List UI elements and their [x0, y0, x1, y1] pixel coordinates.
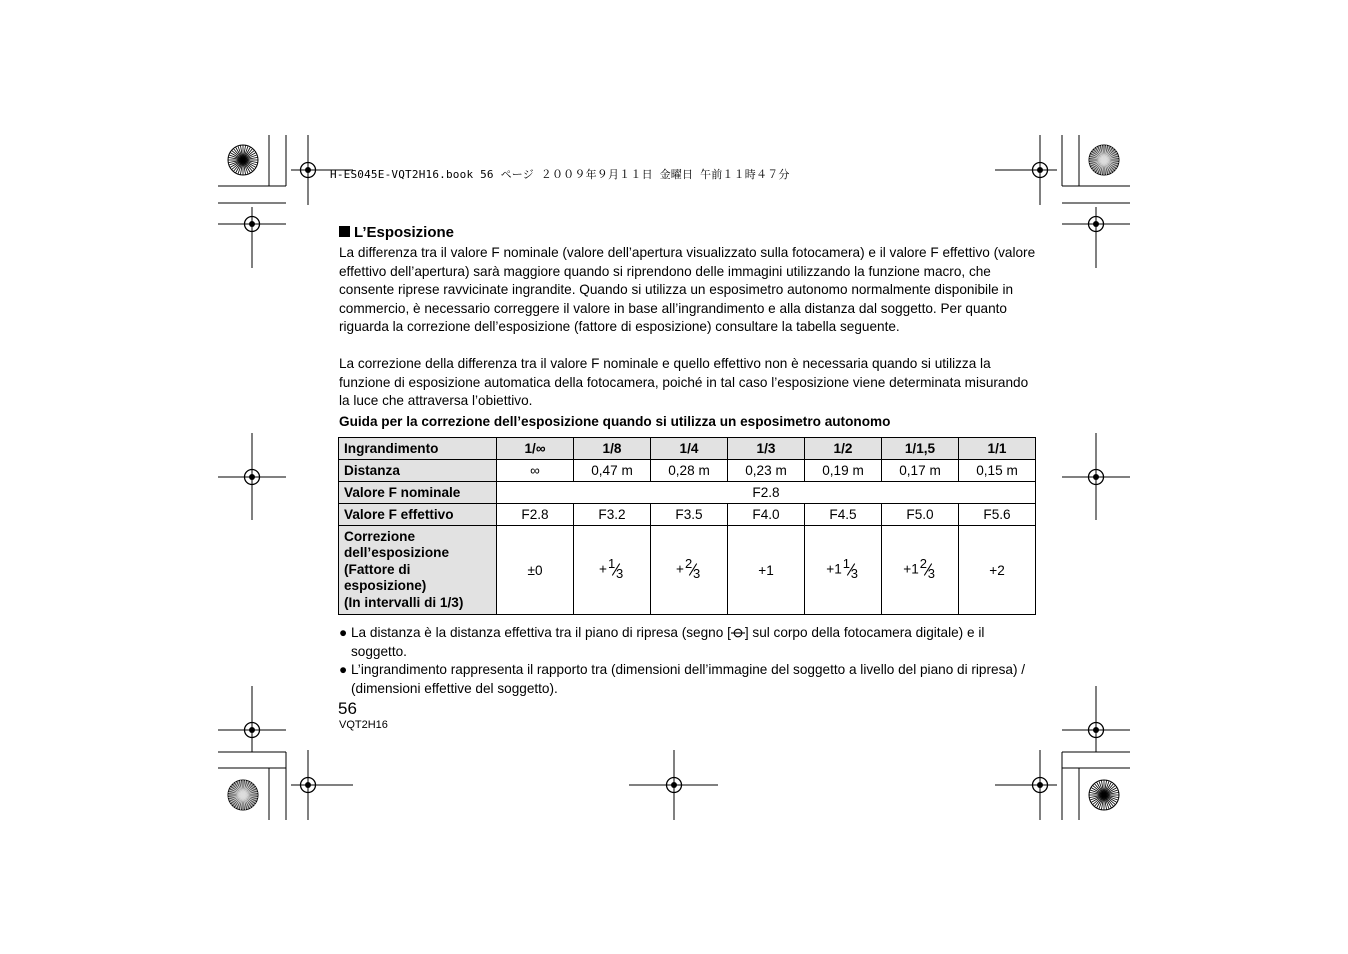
- correction-prefix: +: [676, 561, 684, 577]
- correction-prefix: +1: [903, 561, 919, 577]
- table-title: Guida per la correzione dell’esposizione quando si utilizza un esposimetro autonomo: [339, 414, 891, 429]
- effective-f-row: [339, 504, 1036, 526]
- fraction-denominator: 3: [692, 566, 701, 581]
- model-code: VQT2H16: [339, 719, 388, 731]
- correction-prefix: +1: [826, 561, 842, 577]
- distance-cell: 0,15 m: [959, 460, 1036, 482]
- magnification-cell: 1/2: [805, 438, 882, 460]
- row-header-magnification: Ingrandimento: [339, 438, 497, 460]
- fraction-denominator: 3: [615, 566, 624, 581]
- note-item: [339, 624, 1039, 661]
- correction-cell: [574, 526, 651, 615]
- row-header-effective-f: Valore F effettivo: [339, 504, 497, 526]
- correction-fraction: [919, 556, 937, 581]
- effective-f-cell: F5.6: [959, 504, 1036, 526]
- row-header-correction-line: dell’esposizione: [344, 545, 449, 561]
- magnification-cell: 1/∞: [497, 438, 574, 460]
- row-header-correction-line: esposizione): [344, 578, 427, 594]
- effective-f-cell: F5.0: [882, 504, 959, 526]
- magnification-cell: 1/3: [728, 438, 805, 460]
- row-header-correction: [339, 526, 497, 615]
- magnification-cell: 1/1,5: [882, 438, 959, 460]
- fraction-numerator: 2: [684, 556, 693, 571]
- correction-fraction: [607, 556, 625, 581]
- section-title-text: L’Esposizione: [354, 224, 455, 241]
- correction-fraction: [842, 556, 860, 581]
- correction-row: [339, 526, 1036, 615]
- section-title: [339, 224, 454, 241]
- magnification-cell: 1/8: [574, 438, 651, 460]
- note-item: [339, 661, 1039, 698]
- correction-prefix: ±0: [527, 562, 543, 578]
- correction-prefix: +: [599, 561, 607, 577]
- page-number: 56: [338, 699, 357, 718]
- distance-cell: 0,19 m: [805, 460, 882, 482]
- intro-paragraph: La differenza tra il valore F nominale (valore dell’apertura visualizzato sulla fotocamera) e il valore F effettivo (valore effettivo dell’apertura) sarà maggiore quando si riprendono delle immagini utilizzando la funzione macro, che consente riprese ravvicinate ingrandite. Quando si utilizza un esposimetro autonomo normalmente disponibile in commercio, è necessario correggere il valore in base all’ingrandimento e alla distanza dal soggetto. Per quanto riguarda la correzione dell’esposizione (fattore di esposizione) consultare la tabella seguente.: [339, 245, 1036, 334]
- nominal-f-cell: F2.8: [497, 482, 1036, 504]
- row-header-correction-line: (Fattore di: [344, 561, 411, 577]
- distance-cell: 0,23 m: [728, 460, 805, 482]
- notes-list: [339, 624, 1039, 698]
- starburst-target-icon: [228, 145, 258, 175]
- effective-f-cell: F4.0: [728, 504, 805, 526]
- row-header-correction-line: Correzione: [344, 528, 416, 544]
- correction-cell: [651, 526, 728, 615]
- correction-prefix: +2: [989, 562, 1005, 578]
- effective-f-cell: F3.2: [574, 504, 651, 526]
- row-header-correction-line: (In intervalli di 1/3): [344, 594, 464, 610]
- correction-cell: [497, 526, 574, 615]
- magnification-cell: 1/1: [959, 438, 1036, 460]
- row-header-nominal-f: Valore F nominale: [339, 482, 497, 504]
- effective-f-cell: F2.8: [497, 504, 574, 526]
- fraction-denominator: 3: [850, 566, 858, 581]
- correction-prefix: +1: [758, 562, 774, 578]
- correction-cell: [728, 526, 805, 615]
- auto-exposure-paragraph: La correzione della differenza tra il valore F nominale e quello effettivo non è necessaria quando si utilizza la funzione di esposizione automatica della fotocamera, poiché in tal caso l’esposizione viene determinata misurando la luce che attraversa l’obiettivo.: [339, 356, 1029, 408]
- effective-f-cell: F3.5: [651, 504, 728, 526]
- fraction-numerator: 1: [842, 556, 850, 571]
- correction-cell: [882, 526, 959, 615]
- distance-cell: 0,17 m: [882, 460, 959, 482]
- fraction-denominator: 3: [927, 566, 935, 581]
- bullet-dot-icon: ●: [339, 625, 348, 640]
- print-file-header: H-ES045E-VQT2H16.book 56 ページ ２００９年９月１１日 金曜日 午前１１時４７分: [330, 168, 790, 181]
- fraction-numerator: 2: [919, 556, 927, 571]
- effective-f-cell: F4.5: [805, 504, 882, 526]
- focal-plane-mark-icon: [731, 628, 745, 638]
- square-bullet-icon: [339, 226, 350, 237]
- note-text: L’ingrandimento rappresenta il rapporto tra (dimensioni dell’immagine del soggetto a livello del piano di ripresa) / (dimensioni effettive del soggetto).: [351, 662, 1026, 696]
- distance-cell: 0,28 m: [651, 460, 728, 482]
- correction-cell: [959, 526, 1036, 615]
- magnification-row: [339, 438, 1036, 460]
- magnification-cell: 1/4: [651, 438, 728, 460]
- row-header-distance: Distanza: [339, 460, 497, 482]
- nominal-f-row: [339, 482, 1036, 504]
- distance-row: [339, 460, 1036, 482]
- distance-cell: ∞: [497, 460, 574, 482]
- correction-fraction: [684, 556, 702, 581]
- starburst-target-icon: [1089, 780, 1119, 810]
- note-text: ] sul corpo della fotocamera digitale) e il soggetto.: [351, 625, 985, 659]
- starburst-target-icon: [1089, 145, 1119, 175]
- starburst-target-icon: [228, 780, 258, 810]
- correction-cell: [805, 526, 882, 615]
- bullet-dot-icon: ●: [339, 662, 348, 677]
- exposure-correction-table: [338, 437, 1036, 615]
- note-text: La distanza è la distanza effettiva tra il piano di ripresa (segno [: [351, 625, 731, 640]
- fraction-numerator: 1: [607, 556, 616, 571]
- distance-cell: 0,47 m: [574, 460, 651, 482]
